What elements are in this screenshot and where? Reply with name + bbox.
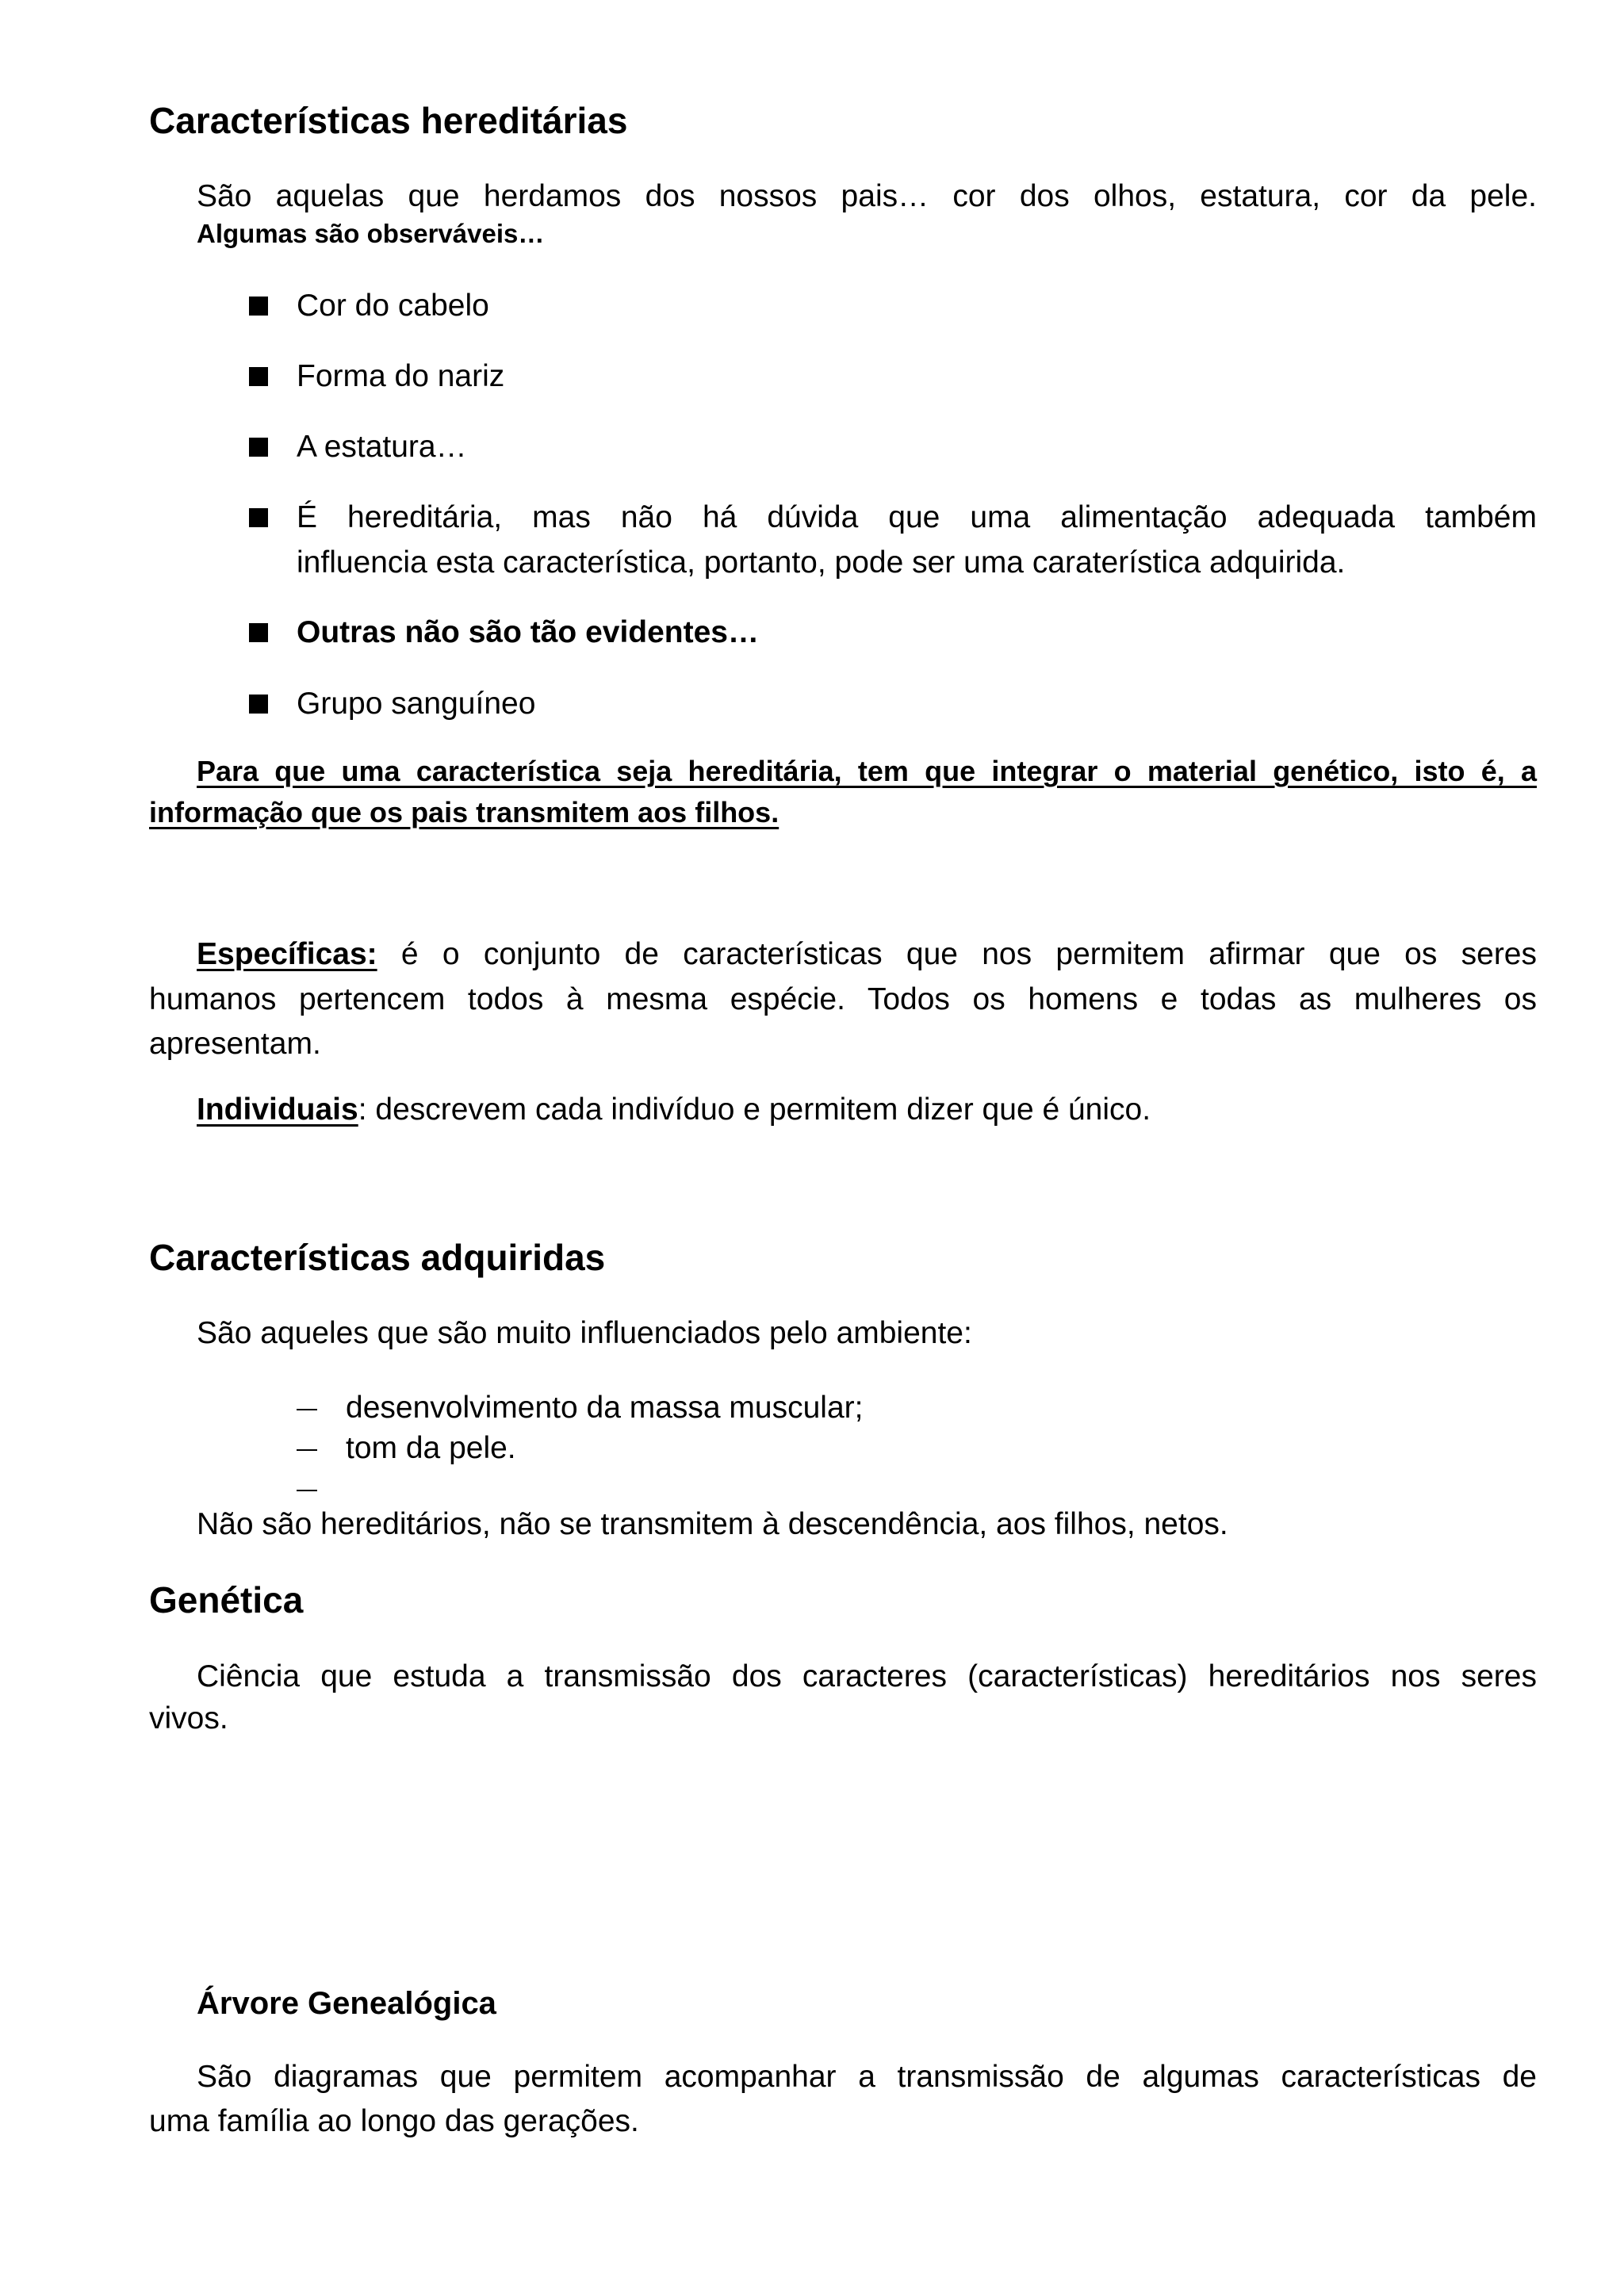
square-bullet-icon bbox=[249, 623, 268, 642]
especificas-text: é o conjunto de características que nos permitem afirmar que os seres bbox=[377, 937, 1537, 971]
heading-arvore-genealogica: Árvore Genealógica bbox=[197, 1986, 496, 2021]
square-bullet-icon bbox=[249, 695, 268, 714]
intro-line-1: São aquelas que herdamos dos nossos pais… cor dos olhos, estatura, cor da pele. bbox=[197, 179, 1537, 213]
bullet-item: Cor do cabelo bbox=[297, 289, 489, 323]
heading-caracteristicas-hereditarias: Características hereditárias bbox=[149, 100, 628, 141]
square-bullet-icon bbox=[249, 367, 268, 386]
individuais-label: Individuais bbox=[197, 1093, 358, 1127]
genetica-line-2: vivos. bbox=[149, 1701, 228, 1735]
bullet-item: Grupo sanguíneo bbox=[297, 687, 536, 721]
bullet-item: A estatura… bbox=[297, 430, 467, 464]
heredity-note-line-2: informação que os pais transmitem aos filhos. bbox=[149, 796, 779, 828]
bullet-item: Forma do nariz bbox=[297, 359, 505, 393]
especificas-label: Específicas: bbox=[197, 937, 377, 971]
dash-bullet-icon bbox=[297, 1449, 317, 1451]
bullet-item-continuation: influencia esta característica, portanto, pode ser uma caraterística adquirida. bbox=[297, 545, 1346, 580]
heading-caracteristicas-adquiridas: Características adquiridas bbox=[149, 1237, 606, 1278]
individuais-line bbox=[197, 1088, 1151, 1132]
arvore-line-1: São diagramas que permitem acompanhar a transmissão de algumas características de bbox=[197, 2060, 1537, 2094]
adquiridas-intro: São aqueles que são muito influenciados pelo ambiente: bbox=[197, 1316, 972, 1350]
dash-bullet-icon bbox=[297, 1490, 317, 1491]
genetica-line-1: Ciência que estuda a transmissão dos caracteres (características) hereditários nos seres bbox=[197, 1659, 1537, 1693]
dash-bullet-icon bbox=[297, 1409, 317, 1410]
especificas-line-1 bbox=[197, 932, 1537, 977]
heredity-note-line-1: Para que uma característica seja hereditária, tem que integrar o material genético, isto é, a bbox=[197, 755, 1537, 787]
adquiridas-outro: Não são hereditários, não se transmitem à descendência, aos filhos, netos. bbox=[197, 1507, 1228, 1541]
bullet-item-bold: Outras não são tão evidentes… bbox=[297, 615, 760, 649]
adquiridas-item: desenvolvimento da massa muscular; bbox=[346, 1391, 864, 1425]
arvore-line-2: uma família ao longo das gerações. bbox=[149, 2104, 639, 2138]
square-bullet-icon bbox=[249, 438, 268, 457]
bullet-item: É hereditária, mas não há dúvida que uma alimentação adequada também bbox=[297, 500, 1537, 534]
square-bullet-icon bbox=[249, 297, 268, 316]
square-bullet-icon bbox=[249, 508, 268, 527]
individuais-text: : descrevem cada indivíduo e permitem dizer que é único. bbox=[358, 1093, 1151, 1127]
especificas-line-3: apresentam. bbox=[149, 1027, 321, 1061]
intro-line-2: Algumas são observáveis… bbox=[197, 219, 545, 248]
especificas-line-2: humanos pertencem todos à mesma espécie. Todos os homens e todas as mulheres os bbox=[149, 982, 1537, 1016]
adquiridas-item: tom da pele. bbox=[346, 1431, 516, 1465]
heading-genetica: Genética bbox=[149, 1579, 304, 1621]
